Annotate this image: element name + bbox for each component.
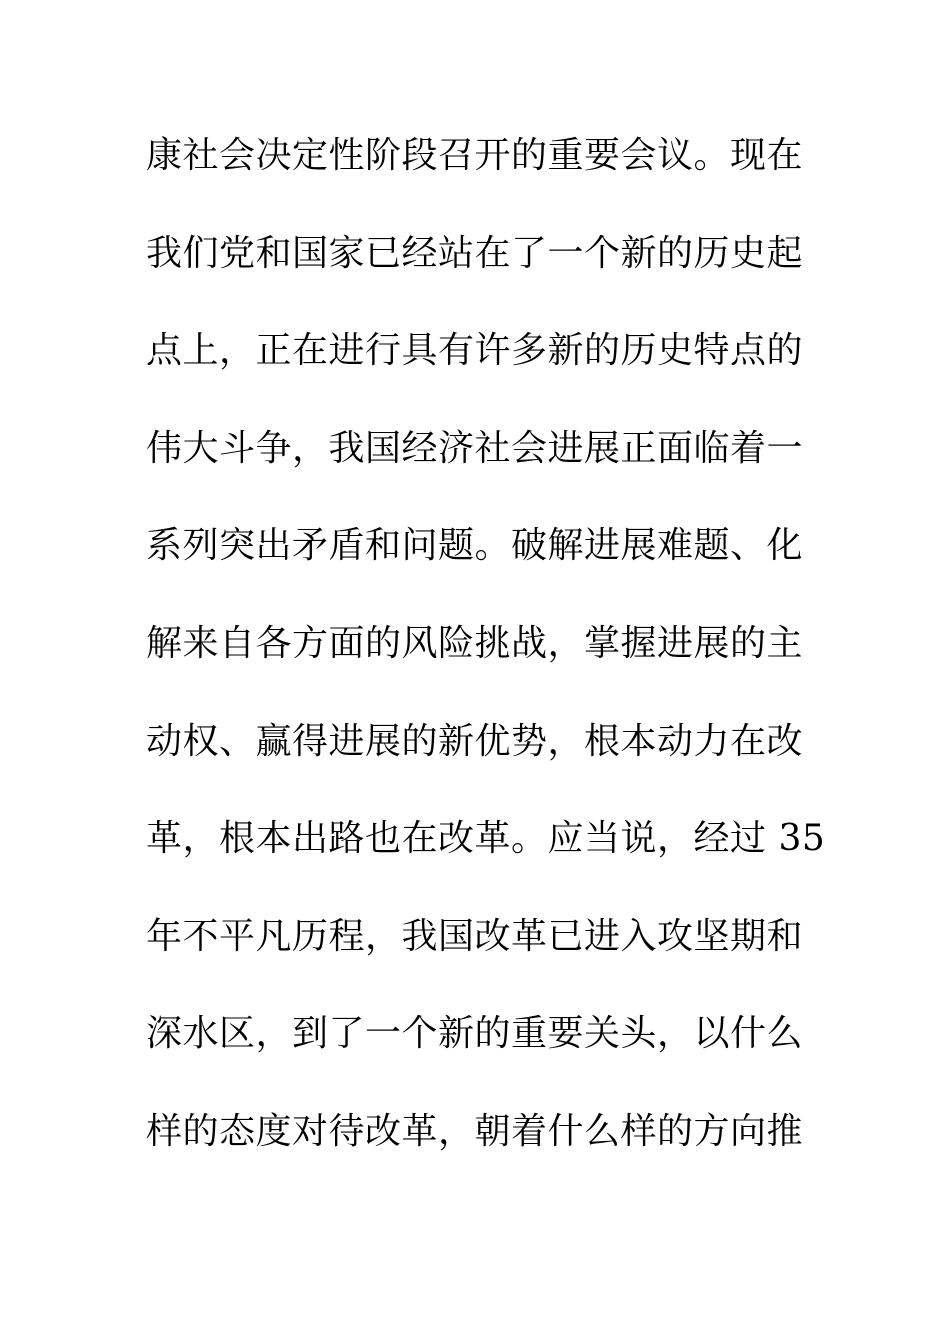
text-line: 点上，正在进行具有许多新的历史特点的: [146, 330, 804, 372]
text-line: 康社会决定性阶段召开的重要会议。现在: [146, 135, 804, 176]
text-line: 系列突出矛盾和问题。破解进展难题、化: [146, 525, 804, 567]
text-line: 解来自各方面的风险挑战，掌握进展的主: [146, 622, 804, 664]
text-line: 革，根本出路也在改革。应当说，经过 35: [146, 818, 826, 860]
body-text: [146, 126, 826, 1200]
text-line: 动权、赢得进展的新优势，根本动力在改: [146, 720, 804, 762]
text-line: 深水区，到了一个新的重要关头，以什么: [146, 1013, 804, 1055]
text-line: 我们党和国家已经站在了一个新的历史起: [146, 232, 804, 274]
text-line: 年不平凡历程，我国改革已进入攻坚期和: [146, 915, 804, 957]
text-line: 样的态度对待改革，朝着什么样的方向推: [146, 1110, 804, 1152]
text-line: 伟大斗争，我国经济社会进展正面临着一: [146, 427, 804, 469]
